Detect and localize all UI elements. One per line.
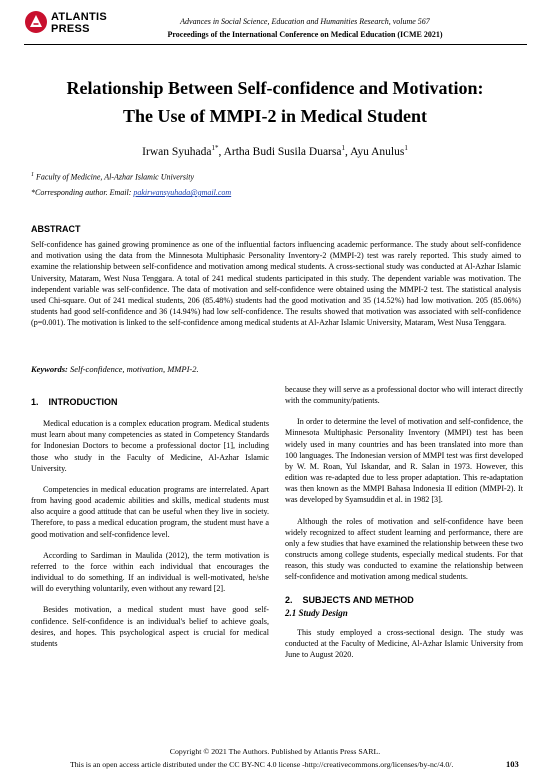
affiliation	[31, 172, 194, 182]
author-affiliation-mark: 1	[341, 144, 345, 152]
abstract-heading: ABSTRACT	[31, 224, 81, 234]
paragraph: Besides motivation, a medical student must have good self-confidence. Self-confidence is an individual's belief to achieve goals, desires, and hopes. This psychological aspect is crucial for medical students	[31, 605, 269, 648]
author-name: Irwan Syuhada	[142, 145, 212, 158]
paper-title-line2: The Use of MMPI-2 in Medical Student	[123, 106, 427, 126]
section-heading-methods	[285, 595, 523, 606]
corresponding-author	[31, 188, 231, 197]
page-number: 103	[506, 759, 519, 769]
right-column	[285, 384, 523, 660]
author-affiliation-mark: 1	[404, 144, 408, 152]
header-divider	[24, 44, 527, 45]
author-affiliation-mark: 1*	[211, 144, 219, 152]
logo-text-line1: ATLANTIS	[51, 11, 107, 23]
paper-title-line1: Relationship Between Self-confidence and Motivation:	[66, 78, 484, 98]
affiliation-text: Faculty of Medicine, Al-Azhar Islamic University	[34, 172, 195, 182]
paragraph: This study employed a cross-sectional design. The study was conducted at the Faculty of Medicine, Al-Azhar Islamic University from June to August 2020.	[285, 627, 523, 660]
paragraph: because they will serve as a professional doctor who will interact directly with the community/patients.	[285, 385, 523, 406]
left-column	[31, 397, 269, 649]
footer-license: This is an open access article distributed under the CC BY-NC 4.0 license -http://creativecommons.org/licenses/by-nc/4.0/.	[70, 760, 454, 769]
email-link[interactable]: pakirwansyuhada@gmail.com	[133, 188, 232, 197]
footer-copyright: Copyright © 2021 The Authors. Published by Atlantis Press SARL.	[169, 747, 381, 756]
keywords-list: Self-confidence, motivation, MMPI-2.	[67, 364, 199, 374]
logo-text-line2: PRESS	[51, 23, 90, 35]
author-list	[30, 144, 520, 158]
paragraph: In order to determine the level of motivation and self-confidence, the Minnesota Multiphasic Personality Inventory (MMPI) test has been widely used in many countries and has been translated into more than 100 languages. The Indonesian version of MMPI test was first developed by W. M. Roan, Yul Iskandar, and R. Salan in 1973. However, this edition was re-adapted due to less proper adaptation. This re-adaptation was then known as the MMPI Bahasa Indonesia II edition (MMPI-2). It was developed by Syamsuddin et al. in 1982 [3].	[285, 417, 523, 505]
abstract-text: Self-confidence has gained growing prominence as one of the influential factors influencing academic performance. The study about self-confidence and motivation using the data from the Minnesota Multiphasic Personality Inventory-2 (MMPI-2) test was rarely reported. This study aimed to examine the relationship between self-confidence and motivation among medical students. A cross-sectional study was conducted at Al-Azhar Islamic University, Mataram, West Nusa Tenggara. A total of 241 medical students participated in this study. The dependent variable was motivation. The independent variable was self-confidence. The data of motivation and self-confidence were obtained using the MMPI-2 test. The statistical analysis used Chi-square. Out of 241 medical students, 206 (85.48%) students had the good motivation and 35 (14.52%) had low motivation. 205 (85.06%) students had good self-confidence and 36 (14.94%) had low self-confidence. The results showed that motivation was associated with self-confidence (p=0.001). The motivation is linked to the self-confidence among medical students at Al-Azhar Islamic University, Mataram, West Nusa Tenggara.	[31, 240, 521, 328]
paragraph: Medical education is a complex education program. Medical students must learn about many competencies as stated in Competency Standards for Indonesian Doctors to become a professional doctor [1], including those who study in the Faculty of Medicine, Al-Azhar Islamic University.	[31, 419, 269, 473]
affiliation-mark: 1	[31, 172, 34, 178]
keywords-label: Keywords:	[31, 364, 68, 374]
journal-header: Advances in Social Science, Education and Humanities Research, volume 567	[180, 17, 430, 26]
subsection-heading: 2.1 Study Design	[285, 607, 348, 618]
author-name: , Artha Budi Susila Duarsa	[218, 145, 342, 158]
section-title: INTRODUCTION	[48, 397, 118, 407]
section-title: SUBJECTS AND METHOD	[302, 594, 414, 605]
corresponding-label: *Corresponding author. Email:	[31, 188, 134, 197]
section-heading-introduction	[31, 397, 269, 408]
section-number: 1.	[31, 397, 39, 407]
paragraph: According to Sardiman in Maulida (2012), the term motivation is referred to the force within each individual that encourages the individual to do something. If an individual is well-motivated, he/she will do everything voluntarily, even without any reward [2].	[31, 550, 269, 594]
section-number: 2.	[285, 594, 293, 605]
proceedings-header: Proceedings of the International Conference on Medical Education (ICME 2021)	[167, 30, 443, 39]
paragraph: Competencies in medical education programs are interrelated. Apart from having good academic abilities and skills, medical students must also acquire a good attitude that can be useful when they live in society. Therefore, to pass a medical education program, the student must have a good motivation and self-confidence level.	[31, 484, 269, 539]
paragraph: Although the roles of motivation and self-confidence have been widely recognized to affect student learning and performance, there are only a few studies that have examined the relationship between these two constructs among college students, especially medical students. For that reason, this study was conducted to examine the relationship between self-confidence and motivation among medical students.	[285, 516, 523, 582]
author-name: , Ayu Anulus	[344, 145, 405, 158]
keywords	[31, 364, 199, 374]
